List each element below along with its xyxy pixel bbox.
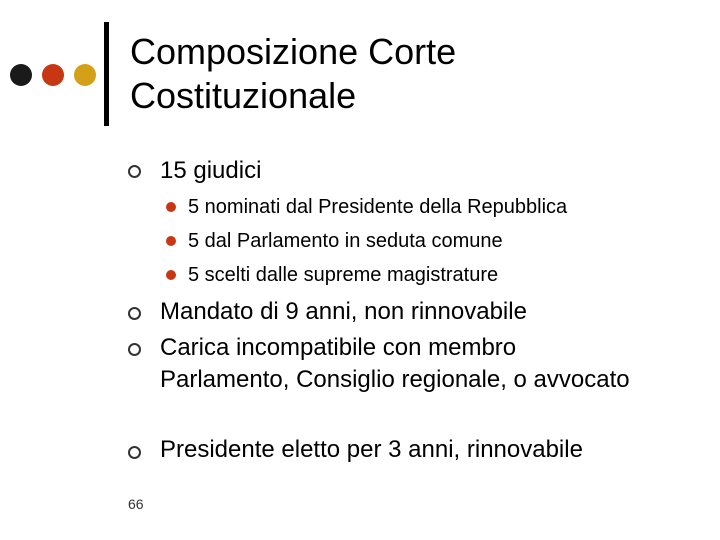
bullet-marker-icon [128,307,141,320]
bullet-marker-icon [128,343,141,356]
bullet-president-term: Presidente eletto per 3 anni, rinnovabile [160,436,583,463]
sub-bullet-marker-icon [166,270,176,280]
sub-bullet-marker-icon [166,236,176,246]
slide-title: Composizione Corte Costituzionale [130,31,457,116]
bullet-incompatibility: Carica incompatibile con membro Parlamento, Consiglio regionale, o avvocato [160,334,630,393]
bullet-term: Mandato di 9 anni, non rinnovabile [160,298,527,325]
bullet-judges: 15 giudici [160,157,262,184]
bullet-marker-icon [128,165,141,178]
sub-bullet-magistrature: 5 scelti dalle supreme magistrature [188,264,499,286]
sub-bullet-marker-icon [166,202,176,212]
sub-bullet-president: 5 nominati dal Presidente della Repubblica [188,196,568,218]
slide-number: 66 [128,496,144,512]
sub-bullet-parliament: 5 dal Parlamento in seduta comune [188,230,503,252]
bullet-marker-icon [128,446,141,459]
